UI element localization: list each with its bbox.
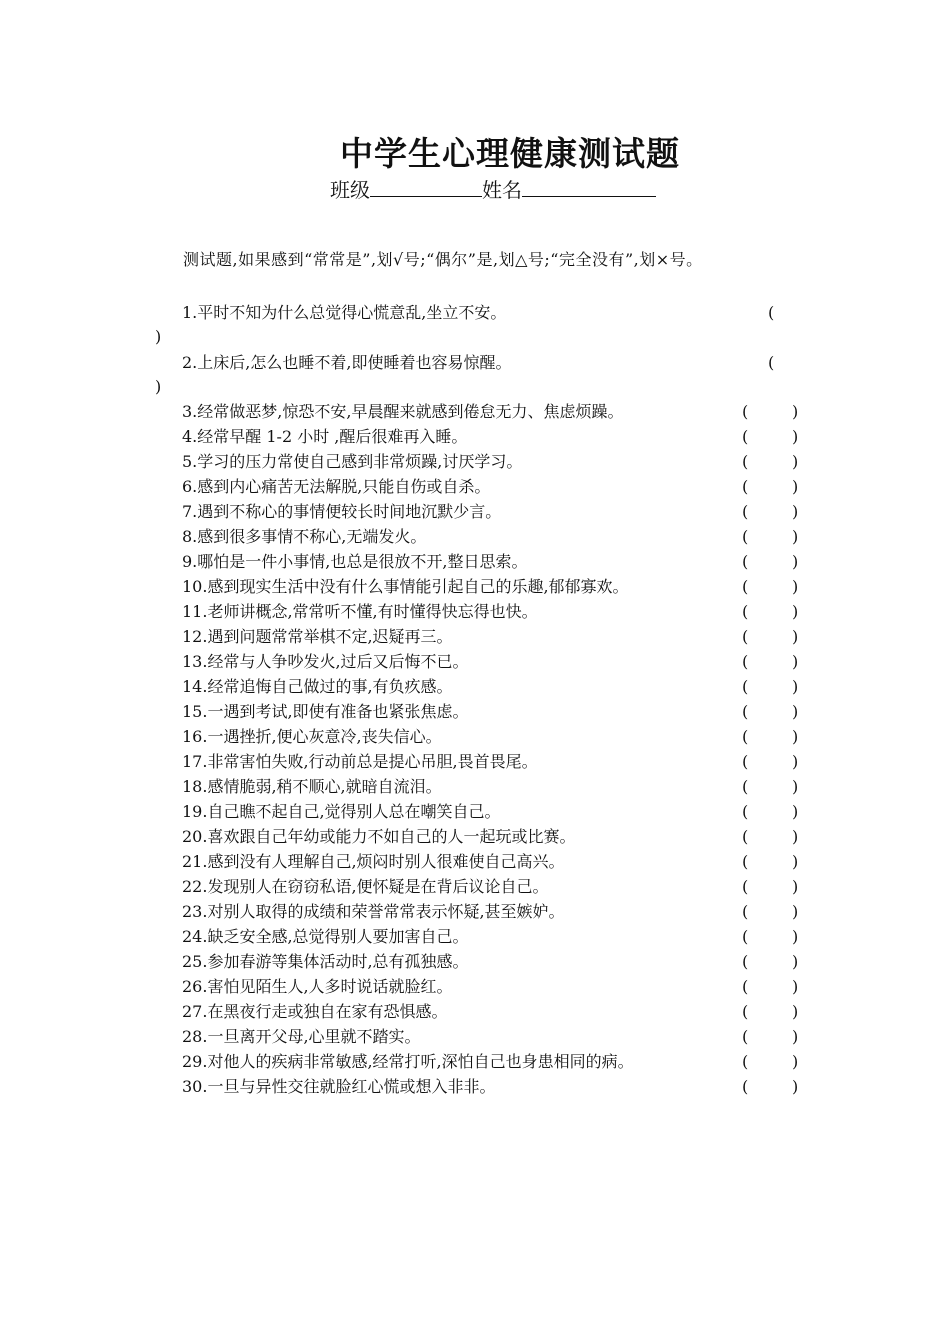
- answer-paren-open[interactable]: (: [742, 702, 749, 721]
- question-text: 遇到问题常常举棋不定,迟疑再三。: [207, 627, 453, 646]
- question-number: 6.: [182, 477, 198, 496]
- answer-paren-close[interactable]: ): [792, 552, 799, 571]
- question-text: 一遇到考试,即使有准备也紧张焦虑。: [207, 702, 469, 721]
- answer-paren-open[interactable]: (: [742, 902, 749, 921]
- question-number: 1.: [182, 303, 198, 322]
- question-number: 15.: [182, 702, 208, 721]
- answer-paren-open[interactable]: (: [742, 827, 749, 846]
- question-item: [182, 549, 802, 574]
- answer-paren-close[interactable]: ): [792, 1052, 799, 1071]
- page-title: 中学生心理健康测试题: [340, 134, 680, 173]
- answer-paren-close[interactable]: ): [792, 752, 799, 771]
- question-text: 经常做恶梦,惊恐不安,早晨醒来就感到倦怠无力、焦虑烦躁。: [197, 402, 624, 421]
- answer-paren-close[interactable]: ): [792, 502, 799, 521]
- answer-paren-open[interactable]: (: [742, 627, 749, 646]
- question-text: 感情脆弱,稍不顺心,就暗自流泪。: [207, 777, 442, 796]
- question-number: 28.: [182, 1027, 208, 1046]
- question-text: 感到内心痛苦无法解脱,只能自伤或自杀。: [197, 477, 491, 496]
- answer-paren-open[interactable]: (: [742, 1052, 749, 1071]
- question-item: [182, 474, 802, 499]
- answer-paren-close[interactable]: ): [792, 802, 799, 821]
- question-number: 26.: [182, 977, 208, 996]
- answer-paren-open[interactable]: (: [742, 1077, 749, 1096]
- answer-paren-close[interactable]: ): [792, 777, 799, 796]
- question-text: 一旦与异性交往就脸红心慌或想入非非。: [207, 1077, 496, 1096]
- question-item: [182, 624, 802, 649]
- answer-paren-close[interactable]: ): [792, 427, 799, 446]
- answer-paren-open[interactable]: (: [742, 452, 749, 471]
- question-text: 经常与人争吵发火,过后又后悔不已。: [207, 652, 469, 671]
- question-text: 对他人的疾病非常敏感,经常打听,深怕自己也身患相同的病。: [207, 1052, 634, 1071]
- answer-paren-open[interactable]: (: [742, 752, 749, 771]
- question-text: 对别人取得的成绩和荣誉常常表示怀疑,甚至嫉妒。: [207, 902, 565, 921]
- question-number: 18.: [182, 777, 208, 796]
- answer-paren-close[interactable]: ): [792, 827, 799, 846]
- question-item: [182, 599, 802, 624]
- question-number: 2.: [182, 353, 198, 372]
- answer-paren-close[interactable]: ): [792, 702, 799, 721]
- answer-paren-open[interactable]: (: [742, 402, 749, 421]
- answer-paren-open[interactable]: (: [742, 777, 749, 796]
- question-number: 19.: [182, 802, 208, 821]
- question-item: [182, 574, 802, 599]
- question-number: 16.: [182, 727, 208, 746]
- answer-paren-close[interactable]: ): [792, 602, 799, 621]
- answer-paren-close[interactable]: ): [792, 627, 799, 646]
- question-text: 经常早醒 1-2 小时 ,醒后很难再入睡。: [197, 427, 468, 446]
- question-number: 27.: [182, 1002, 208, 1021]
- answer-paren-close[interactable]: ): [792, 1027, 799, 1046]
- answer-paren-close[interactable]: ): [792, 852, 799, 871]
- question-item: [182, 399, 802, 424]
- question-item: [182, 774, 802, 799]
- question-number: 11.: [182, 602, 208, 621]
- answer-paren-close[interactable]: ): [792, 477, 799, 496]
- question-item: [182, 724, 802, 749]
- answer-paren-close[interactable]: ): [792, 1002, 799, 1021]
- question-item: [182, 949, 802, 974]
- answer-paren-open[interactable]: (: [742, 527, 749, 546]
- question-number: 9.: [182, 552, 198, 571]
- answer-paren-open[interactable]: (: [742, 652, 749, 671]
- question-text: 哪怕是一件小事情,也总是很放不开,整日思索。: [197, 552, 528, 571]
- question-number: 7.: [182, 502, 198, 521]
- name-label: 姓名: [482, 178, 522, 202]
- question-number: 24.: [182, 927, 208, 946]
- answer-paren-open[interactable]: (: [742, 877, 749, 896]
- question-item: [182, 849, 802, 874]
- question-number: 21.: [182, 852, 208, 871]
- question-text: 感到没有人理解自己,烦闷时别人很难使自己高兴。: [207, 852, 565, 871]
- answer-paren-close[interactable]: ): [155, 377, 162, 396]
- question-number: 8.: [182, 527, 198, 546]
- question-text: 老师讲概念,常常听不懂,有时懂得快忘得也快。: [207, 602, 538, 621]
- question-text: 发现别人在窃窃私语,便怀疑是在背后议论自己。: [207, 877, 549, 896]
- question-text: 一遇挫折,便心灰意冷,丧失信心。: [207, 727, 442, 746]
- answer-paren-open[interactable]: (: [742, 602, 749, 621]
- answer-paren-close[interactable]: ): [792, 577, 799, 596]
- answer-paren-open[interactable]: (: [768, 303, 775, 322]
- question-item: [182, 924, 802, 949]
- question-number: 13.: [182, 652, 208, 671]
- question-item: [182, 499, 802, 524]
- question-item: [182, 799, 802, 824]
- question-item: [182, 449, 802, 474]
- instructions: 测试题,如果感到“常常是”,划√号;“偶尔”是,划△号;“完全没有”,划×号。: [183, 250, 703, 269]
- question-number: 4.: [182, 427, 198, 446]
- question-item: [182, 649, 802, 674]
- answer-paren-close[interactable]: ): [792, 952, 799, 971]
- question-item: [182, 350, 802, 375]
- question-text: 在黑夜行走或独自在家有恐惧感。: [207, 1002, 448, 1021]
- question-item: [182, 749, 802, 774]
- question-text: 感到现实生活中没有什么事情能引起自己的乐趣,郁郁寡欢。: [207, 577, 629, 596]
- question-text: 遇到不称心的事情便较长时间地沉默少言。: [197, 502, 502, 521]
- answer-paren-open[interactable]: (: [768, 353, 775, 372]
- question-text: 非常害怕失败,行动前总是提心吊胆,畏首畏尾。: [207, 752, 538, 771]
- question-item: [182, 824, 802, 849]
- answer-paren-open[interactable]: (: [742, 977, 749, 996]
- question-number: 10.: [182, 577, 208, 596]
- class-blank[interactable]: [370, 178, 482, 197]
- question-item: [182, 1024, 802, 1049]
- answer-paren-open[interactable]: (: [742, 502, 749, 521]
- answer-paren-close[interactable]: ): [792, 927, 799, 946]
- answer-paren-close[interactable]: ): [792, 902, 799, 921]
- answer-paren-open[interactable]: (: [742, 427, 749, 446]
- question-text: 一旦离开父母,心里就不踏实。: [207, 1027, 421, 1046]
- question-item: [182, 1074, 802, 1099]
- question-number: 30.: [182, 1077, 208, 1096]
- question-text: 学习的压力常使自己感到非常烦躁,讨厌学习。: [197, 452, 523, 471]
- answer-paren-open[interactable]: (: [742, 552, 749, 571]
- question-item: [182, 674, 802, 699]
- question-item: [182, 699, 802, 724]
- answer-paren-close[interactable]: ): [792, 452, 799, 471]
- answer-paren-close[interactable]: ): [792, 652, 799, 671]
- question-text: 自己瞧不起自己,觉得别人总在嘲笑自己。: [207, 802, 501, 821]
- answer-paren-close[interactable]: ): [792, 527, 799, 546]
- question-text: 经常追悔自己做过的事,有负疚感。: [207, 677, 453, 696]
- question-number: 12.: [182, 627, 208, 646]
- question-number: 22.: [182, 877, 208, 896]
- question-number: 3.: [182, 402, 198, 421]
- question-text: 平时不知为什么总觉得心慌意乱,坐立不安。: [197, 303, 507, 322]
- student-info-line: [330, 174, 656, 203]
- question-text: 上床后,怎么也睡不着,即使睡着也容易惊醒。: [197, 353, 512, 372]
- question-text: 害怕见陌生人,人多时说话就脸红。: [207, 977, 453, 996]
- question-item: [182, 1049, 802, 1074]
- answer-paren-open[interactable]: (: [742, 1002, 749, 1021]
- question-number: 14.: [182, 677, 208, 696]
- answer-paren-close[interactable]: ): [792, 1077, 799, 1096]
- answer-paren-close[interactable]: ): [792, 977, 799, 996]
- question-number: 5.: [182, 452, 198, 471]
- question-number: 25.: [182, 952, 208, 971]
- answer-paren-open[interactable]: (: [742, 1027, 749, 1046]
- question-text: 缺乏安全感,总觉得别人要加害自己。: [207, 927, 469, 946]
- question-number: 17.: [182, 752, 208, 771]
- question-item: [182, 300, 802, 325]
- question-item: [182, 424, 802, 449]
- question-number: 29.: [182, 1052, 208, 1071]
- answer-paren-close[interactable]: ): [792, 877, 799, 896]
- question-item: [182, 524, 802, 549]
- question-item: [182, 874, 802, 899]
- question-item: [182, 999, 802, 1024]
- question-text: 参加春游等集体活动时,总有孤独感。: [207, 952, 469, 971]
- answer-paren-open[interactable]: (: [742, 677, 749, 696]
- answer-paren-open[interactable]: (: [742, 852, 749, 871]
- answer-paren-open[interactable]: (: [742, 927, 749, 946]
- question-text: 感到很多事情不称心,无端发火。: [197, 527, 427, 546]
- answer-paren-open[interactable]: (: [742, 952, 749, 971]
- name-blank[interactable]: [522, 178, 656, 197]
- answer-paren-close[interactable]: ): [792, 402, 799, 421]
- answer-paren-open[interactable]: (: [742, 802, 749, 821]
- answer-paren-open[interactable]: (: [742, 577, 749, 596]
- answer-paren-close[interactable]: ): [155, 327, 162, 346]
- answer-paren-close[interactable]: ): [792, 727, 799, 746]
- question-number: 20.: [182, 827, 208, 846]
- answer-paren-open[interactable]: (: [742, 727, 749, 746]
- class-label: 班级: [330, 178, 370, 202]
- answer-paren-close[interactable]: ): [792, 677, 799, 696]
- question-item: [182, 899, 802, 924]
- question-text: 喜欢跟自己年幼或能力不如自己的人一起玩或比赛。: [207, 827, 576, 846]
- question-item: [182, 974, 802, 999]
- question-number: 23.: [182, 902, 208, 921]
- answer-paren-open[interactable]: (: [742, 477, 749, 496]
